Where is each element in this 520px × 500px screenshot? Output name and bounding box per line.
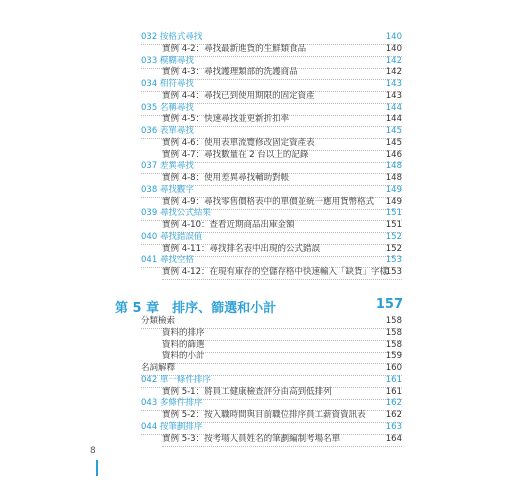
toc-example-entry[interactable] bbox=[162, 150, 402, 161]
toc-entry-page: 163 bbox=[385, 421, 402, 432]
toc-entry-text: 034 相符尋找 bbox=[141, 79, 194, 89]
toc-entry-text: 043 多條件排序 bbox=[141, 398, 203, 409]
toc-example-entry[interactable] bbox=[162, 328, 402, 339]
toc-entry-text: 資料的排序 bbox=[162, 327, 205, 338]
toc-entry-text: 038 尋找觀字 bbox=[141, 184, 194, 195]
toc-entry-text: 實例 4-9：尋找零售價格表中的單價並統一應用貨幣格式 bbox=[162, 196, 375, 207]
toc-entry-text: 實例 4-2：尋找最新進貨的生鮮類食品 bbox=[162, 43, 307, 54]
toc-entry-page: 151 bbox=[385, 220, 402, 230]
toc-entry-text: 037 差異尋找 bbox=[141, 161, 194, 172]
toc-entry-text: 資料的小計 bbox=[162, 351, 205, 362]
toc-section-entry[interactable] bbox=[141, 161, 402, 172]
toc-example-entry[interactable] bbox=[162, 44, 402, 55]
toc-entry-text: 實例 5-1：將員工健康檢查評分由高到低排列 bbox=[162, 386, 332, 397]
toc-entry-text: 040 尋找錯誤值 bbox=[141, 231, 203, 242]
toc-entry-page: 164 bbox=[385, 433, 402, 444]
toc-entry-page: 149 bbox=[385, 184, 402, 195]
toc-entry-text: 實例 5-2：按入職時間與目前職位排序員工薪資資訊表 bbox=[162, 410, 366, 420]
toc-entry-page: 152 bbox=[385, 231, 402, 242]
toc-entry-page: 145 bbox=[385, 137, 402, 148]
toc-entry-page: 148 bbox=[385, 161, 402, 172]
toc-entry-page: 146 bbox=[385, 149, 402, 160]
toc-entry-text: 實例 4-12：在現有庫存的空儲存格中快速輸入「缺貨」字樣 bbox=[162, 267, 388, 277]
toc-entry-text: 實例 4-10：查看近期商品出庫金額 bbox=[162, 220, 295, 230]
toc-entry-page: 162 bbox=[385, 398, 402, 409]
toc-entry-text: 實例 4-3：尋找護理類部的洗護商品 bbox=[162, 67, 298, 78]
toc-entry-page: 151 bbox=[385, 208, 402, 219]
toc-section-entry[interactable] bbox=[141, 56, 402, 67]
toc-example-entry[interactable] bbox=[162, 91, 402, 102]
toc-example-entry[interactable] bbox=[162, 173, 402, 184]
toc-entry-page: 144 bbox=[385, 102, 402, 113]
toc-entry-page: 161 bbox=[385, 386, 402, 397]
toc-entry-page: 161 bbox=[385, 374, 402, 385]
toc-entry-text: 032 按格式尋找 bbox=[141, 32, 203, 42]
toc-example-entry[interactable] bbox=[162, 434, 402, 445]
toc-entry-text: 實例 4-7：尋找數量在 2 台以上的記錄 bbox=[162, 149, 309, 160]
toc-example-entry[interactable] bbox=[162, 114, 402, 125]
toc-example-entry[interactable] bbox=[162, 67, 402, 78]
toc-dotted-leader bbox=[162, 279, 402, 280]
toc-entry-text: 041 尋找空格 bbox=[141, 255, 194, 266]
toc-section-entry[interactable] bbox=[141, 185, 402, 196]
toc-entry-text: 實例 5-3：按考場人員姓名的筆劃編制考場名單 bbox=[162, 433, 341, 444]
toc-entry-text: 實例 4-5：快速尋找並更新折扣率 bbox=[162, 114, 290, 125]
page-number: 8 bbox=[90, 446, 96, 456]
toc-entry-page: 144 bbox=[385, 114, 402, 125]
toc-section-entry[interactable] bbox=[141, 375, 402, 386]
toc-example-entry[interactable] bbox=[162, 197, 402, 208]
toc-entry-text: 實例 4-4：尋找已到使用期限的固定資產 bbox=[162, 90, 315, 101]
toc-entry-text: 044 按筆劃排序 bbox=[141, 421, 203, 432]
toc-entry-page: 143 bbox=[385, 90, 402, 101]
toc-example-entry[interactable] bbox=[162, 220, 402, 231]
toc-subheading-entry[interactable] bbox=[141, 316, 402, 327]
toc-entry-page: 140 bbox=[385, 32, 402, 42]
toc-subheading-entry[interactable] bbox=[141, 363, 402, 374]
toc-example-entry[interactable] bbox=[162, 267, 402, 278]
toc-entry-page: 158 bbox=[385, 316, 402, 326]
toc-section-entry[interactable] bbox=[141, 208, 402, 219]
toc-entry-page: 148 bbox=[385, 173, 402, 183]
toc-entry-page: 153 bbox=[385, 255, 402, 266]
toc-section-entry[interactable] bbox=[141, 398, 402, 409]
toc-entry-text: 分類檢索 bbox=[141, 316, 176, 326]
toc-entry-page: 142 bbox=[385, 67, 402, 78]
toc-entry-page: 158 bbox=[385, 327, 402, 338]
toc-example-entry[interactable] bbox=[162, 351, 402, 362]
toc-example-entry[interactable] bbox=[162, 387, 402, 398]
toc-entry-page: 142 bbox=[385, 55, 402, 66]
toc-entry-page: 162 bbox=[385, 410, 402, 420]
toc-section-entry[interactable] bbox=[141, 232, 402, 243]
toc-entry-text: 實例 4-11：尋找排名表中出現的公式錯誤 bbox=[162, 243, 320, 254]
toc-entry-page: 160 bbox=[385, 363, 402, 373]
toc-entry-page: 159 bbox=[385, 351, 402, 362]
toc-entry-text: 039 尋找公式結果 bbox=[141, 208, 211, 219]
toc-section-entry[interactable] bbox=[141, 126, 402, 137]
toc-entry-text: 實例 4-8：使用差異尋找輔助對帳 bbox=[162, 173, 290, 183]
toc-entry-page: 140 bbox=[385, 43, 402, 54]
chapter-title: 第 5 章 排序、篩選和小計 bbox=[115, 301, 277, 316]
chapter-heading bbox=[115, 297, 403, 316]
page-number-bar bbox=[96, 460, 98, 476]
toc-entry-page: 152 bbox=[385, 243, 402, 254]
toc-entry-page: 143 bbox=[385, 79, 402, 89]
toc-entry-page: 149 bbox=[385, 196, 402, 207]
toc-entry-text: 名詞解釋 bbox=[141, 363, 176, 373]
toc-entry-text: 資料的篩選 bbox=[162, 339, 205, 350]
toc-example-entry[interactable] bbox=[162, 410, 402, 421]
toc-entry-text: 035 名稱尋找 bbox=[141, 102, 194, 113]
toc-section-entry[interactable] bbox=[141, 79, 402, 90]
toc-section-entry[interactable] bbox=[141, 255, 402, 266]
toc-dotted-leader bbox=[162, 446, 402, 447]
toc-entry-text: 036 表單尋找 bbox=[141, 126, 194, 136]
toc-example-entry[interactable] bbox=[162, 138, 402, 149]
toc-section-entry[interactable] bbox=[141, 103, 402, 114]
toc-section-entry[interactable] bbox=[141, 422, 402, 433]
toc-entry-page: 145 bbox=[385, 126, 402, 136]
toc-example-entry[interactable] bbox=[162, 244, 402, 255]
toc-example-entry[interactable] bbox=[162, 340, 402, 351]
chapter-page: 157 bbox=[375, 297, 403, 312]
toc-section-entry[interactable] bbox=[141, 32, 402, 43]
toc-entry-page: 158 bbox=[385, 339, 402, 350]
toc-entry-text: 042 單一條件排序 bbox=[141, 374, 211, 385]
toc-entry-text: 033 模糊尋找 bbox=[141, 55, 194, 66]
toc-entry-page: 153 bbox=[385, 267, 402, 277]
toc-entry-text: 實例 4-6：使用表單流覽修改固定資產表 bbox=[162, 137, 315, 148]
